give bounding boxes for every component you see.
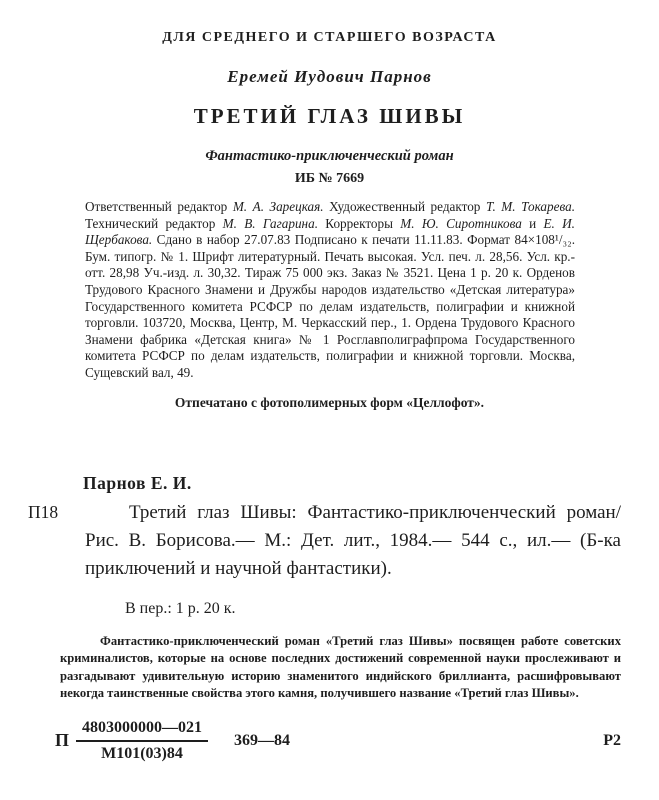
binding-price-line: В пер.: 1 р. 20 к. [125,599,236,617]
code-prefix: П [55,730,70,751]
code-fraction [76,718,208,764]
code-numerator: 4803000000—021 [76,718,208,742]
code-order-number: 369—84 [234,731,291,749]
author-full-name: Еремей Иудович Парнов [227,67,432,86]
code-category: Р2 [603,731,621,749]
book-title: ТРЕТИЙ ГЛАЗ ШИВЫ [193,104,466,128]
catalog-udc-code: П18 [28,501,59,522]
catalog-entry-row [0,499,659,583]
book-subtitle: Фантастико-приключенческий роман [205,148,454,164]
ib-number: ИБ № 7669 [294,171,365,186]
code-denominator: М101(03)84 [101,744,183,762]
catalog-code-row [55,718,621,764]
catalog-author-heading: Парнов Е. И. [83,472,192,493]
printing-method-note: Отпечатано с фотополимерных форм «Целлофот». [174,394,485,410]
imprint-paragraph: Ответственный редактор М. А. Зарецкая. Художественный редактор Т. М. Токарева. Технический редактор М. В. Гагарина. Корректоры М. Ю. Сиротникова и Е. И. Щербакова. Сдано в набор 27.07.83 Подписано к печати 11.11.83. Формат 84×108¹/₃₂. Бум. типогр. № 1. Шрифт литературный. Печать высокая. Усл. печ. л. 28,56. Усл. кр.-отт. 28,98 Уч.-изд. л. 30,32. Тираж 75 000 экз. Заказ № 3521. Цена 1 р. 20 к. Орденов Трудового Красного Знамени и Дружбы народов издательство «Детская литература» Государственного комитета РСФСР по делам издательств, полиграфии и книжной торговли. 103720, Москва, Центр, М. Черкасский пер., 1. Ордена Трудового Красного Знамени фабрика «Детская книга» № 1 Росглавполиграфпрома Государственного комитета РСФСР по делам издательств, полиграфии и книжной торговли. Москва, Сущевский вал, 49. [85,199,575,380]
audience-line: ДЛЯ СРЕДНЕГО И СТАРШЕГО ВОЗРАСТА [162,30,497,45]
catalog-entry-text: Третий глаз Шивы: Фантастико-приключенческий роман/Рис. В. Борисова.— М.: Дет. лит., 1984.— 544 с., ил.— (Б-ка приключений и научной фантастики). [85,501,621,579]
annotation-paragraph: Фантастико-приключенческий роман «Третий глаз Шивы» посвящен работе советских криминалистов, которые на основе последних достижений современной науки прослеживают и разгадывают удивительную историю знаменитого индийского бриллианта, расшифровывают некогда таинственные свойства этого камня, получившего название «Третий глаз Шивы». [60,633,621,701]
